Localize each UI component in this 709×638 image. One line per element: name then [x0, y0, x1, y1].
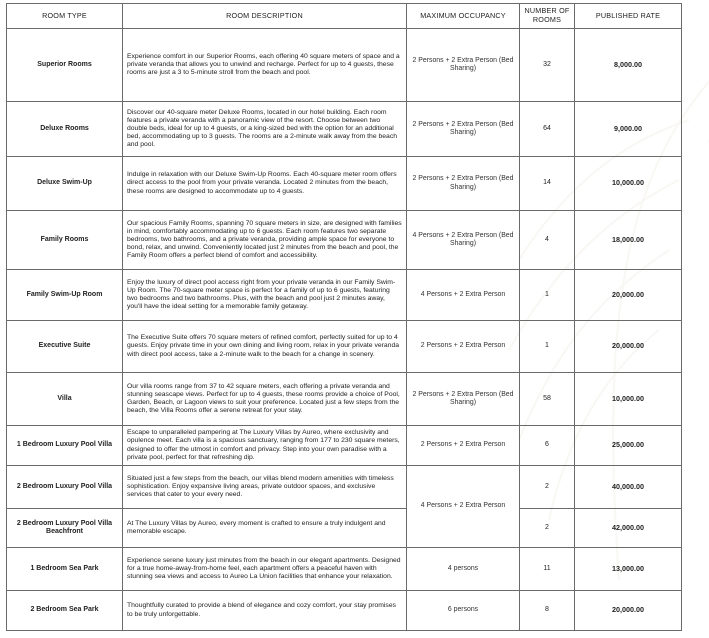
room-count-cell: 32	[520, 29, 575, 102]
occupancy-cell: 4 persons	[407, 548, 520, 591]
rate-cell: 42,000.00	[575, 509, 682, 548]
room-count-cell: 1	[520, 270, 575, 321]
table-row	[7, 157, 682, 211]
room-count-cell: 64	[520, 102, 575, 157]
room-count-cell: 58	[520, 373, 575, 426]
room-description-cell: Experience serene luxury just minutes from the beach in our elegant apartments. Designed for a true home-away-from-home feel, each apartment offers a peaceful haven with stunning sea views and access to Aureo La Union facilities that enhance your relaxation.	[123, 548, 407, 591]
occupancy-cell: 2 Persons + 2 Extra Person (Bed Sharing)	[407, 157, 520, 211]
room-description-cell: Situated just a few steps from the beach, our villas blend modern amenities with timeless sophistication. Enjoy expansive living areas, private outdoor spaces, and exclusive services that cater to your every need.	[123, 466, 407, 509]
room-type-cell: Executive Suite	[7, 321, 123, 373]
rate-cell: 13,000.00	[575, 548, 682, 591]
room-count-cell: 1	[520, 321, 575, 373]
header-room-description: ROOM DESCRIPTION	[123, 4, 407, 29]
occupancy-cell: 6 persons	[407, 591, 520, 631]
rate-cell: 20,000.00	[575, 321, 682, 373]
room-count-cell: 6	[520, 426, 575, 466]
table-row	[7, 373, 682, 426]
table-row	[7, 466, 682, 509]
table-row	[7, 591, 682, 631]
room-description-cell: Experience comfort in our Superior Rooms, each offering 40 square meters of space and a private veranda that allows you to unwind and recharge. Perfect for up to 4 guests, these rooms are just a 3 to 5-minute stroll from the beach and pool.	[123, 29, 407, 102]
table-row	[7, 29, 682, 102]
rate-cell: 25,000.00	[575, 426, 682, 466]
table-row	[7, 548, 682, 591]
table-row	[7, 321, 682, 373]
room-type-cell: Villa	[7, 373, 123, 426]
room-type-cell: Family Rooms	[7, 211, 123, 270]
room-type-cell: 2 Bedroom Luxury Pool Villa Beachfront	[7, 509, 123, 548]
rate-cell: 8,000.00	[575, 29, 682, 102]
rate-cell: 9,000.00	[575, 102, 682, 157]
table-row	[7, 509, 682, 548]
header-published-rate: PUBLISHED RATE	[575, 4, 682, 29]
occupancy-cell: 2 Persons + 2 Extra Person (Bed Sharing)	[407, 29, 520, 102]
room-description-cell: Our villa rooms range from 37 to 42 square meters, each offering a private veranda and stunning seascape views. Perfect for up to 4 guests, these rooms provide a choice of Pool, Garden, Beach, or Lagoon views to suit your preference. Located just a few steps from the beach, the Villa Rooms offer a serene retreat for your stay.	[123, 373, 407, 426]
room-count-cell: 2	[520, 466, 575, 509]
room-type-cell: Deluxe Rooms	[7, 102, 123, 157]
room-description-cell: Enjoy the luxury of direct pool access right from your private veranda in our Family Swim-Up Room. The 70-square meter space is perfect for a family of up to 6 guests, featuring two bedrooms and two bathrooms. Plus, with the beach and pool just 2 minutes away, you'll have the ideal setting for a memorable family getaway.	[123, 270, 407, 321]
room-type-cell: 2 Bedroom Luxury Pool Villa	[7, 466, 123, 509]
occupancy-cell: 2 Persons + 2 Extra Person (Bed Sharing)	[407, 102, 520, 157]
room-type-cell: Family Swim-Up Room	[7, 270, 123, 321]
room-count-cell: 14	[520, 157, 575, 211]
room-description-cell: Discover our 40-square meter Deluxe Rooms, located in our hotel building. Each room features a private veranda with a panoramic view of the resort. Choose between two double beds, ideal for up to 4 guests, or a king-sized bed with the option for an additional bed, accommodating up to 3 guests. The rooms are a 2-minute walk away from the beach and pool.	[123, 102, 407, 157]
rate-cell: 20,000.00	[575, 591, 682, 631]
room-description-cell: The Executive Suite offers 70 square meters of refined comfort, perfectly suited for up to 4 guests. Enjoy private time in your own dining and living room, relax in your private veranda with direct pool access, take a 2-minute walk to the beach for a change in scenery.	[123, 321, 407, 373]
room-type-cell: Superior Rooms	[7, 29, 123, 102]
occupancy-cell: 4 Persons + 2 Extra Person	[407, 270, 520, 321]
table-header-row	[7, 4, 682, 29]
room-count-cell: 11	[520, 548, 575, 591]
room-count-cell: 8	[520, 591, 575, 631]
occupancy-cell: 2 Persons + 2 Extra Person	[407, 321, 520, 373]
rate-cell: 10,000.00	[575, 157, 682, 211]
occupancy-cell: 2 Persons + 2 Extra Person	[407, 426, 520, 466]
table-row	[7, 270, 682, 321]
table-row	[7, 426, 682, 466]
room-count-cell: 4	[520, 211, 575, 270]
rate-cell: 40,000.00	[575, 466, 682, 509]
room-description-cell: Indulge in relaxation with our Deluxe Swim-Up Rooms. Each 40-square meter room offers direct access to the pool from your private veranda. Located 2 minutes from the beach, these rooms are designed to accommodate up to 4 guests.	[123, 157, 407, 211]
rate-cell: 20,000.00	[575, 270, 682, 321]
table-row	[7, 211, 682, 270]
room-type-cell: 1 Bedroom Sea Park	[7, 548, 123, 591]
room-type-cell: Deluxe Swim-Up	[7, 157, 123, 211]
rate-cell: 18,000.00	[575, 211, 682, 270]
table-row	[7, 102, 682, 157]
room-description-cell: Thoughtfully curated to provide a blend of elegance and cozy comfort, your stay promises to be truly unforgettable.	[123, 591, 407, 631]
room-type-cell: 1 Bedroom Luxury Pool Villa	[7, 426, 123, 466]
header-max-occupancy: MAXIMUM OCCUPANCY	[407, 4, 520, 29]
occupancy-cell: 4 Persons + 2 Extra Person	[407, 466, 520, 548]
occupancy-cell: 2 Persons + 2 Extra Person (Bed Sharing)	[407, 373, 520, 426]
room-type-cell: 2 Bedroom Sea Park	[7, 591, 123, 631]
room-count-cell: 2	[520, 509, 575, 548]
room-description-cell: At The Luxury Villas by Aureo, every moment is crafted to ensure a truly indulgent and memorable escape.	[123, 509, 407, 548]
header-number-of-rooms: NUMBER OF ROOMS	[520, 4, 575, 29]
rate-cell: 10,000.00	[575, 373, 682, 426]
room-description-cell: Our spacious Family Rooms, spanning 70 square meters in size, are designed with families in mind, comfortably accommodating up to 6 guests. Each room features two separate bedrooms, two bathrooms, and a private veranda, providing ample space for everyone to bond, relax, and unwind. Conveniently located just 2 minutes from the beach and pool, the Family Room offers a perfect blend of comfort and accessibility.	[123, 211, 407, 270]
room-rates-table	[6, 3, 682, 631]
room-description-cell: Escape to unparalleled pampering at The Luxury Villas by Aureo, where exclusivity and opulence meet. Each villa is a spacious sanctuary, ranging from 177 to 230 square meters, designed to offer the utmost in comfort and privacy. Step into your own paradise with a private pool, perfect for that refreshing dip.	[123, 426, 407, 466]
occupancy-cell: 4 Persons + 2 Extra Person (Bed Sharing)	[407, 211, 520, 270]
header-room-type: ROOM TYPE	[7, 4, 123, 29]
